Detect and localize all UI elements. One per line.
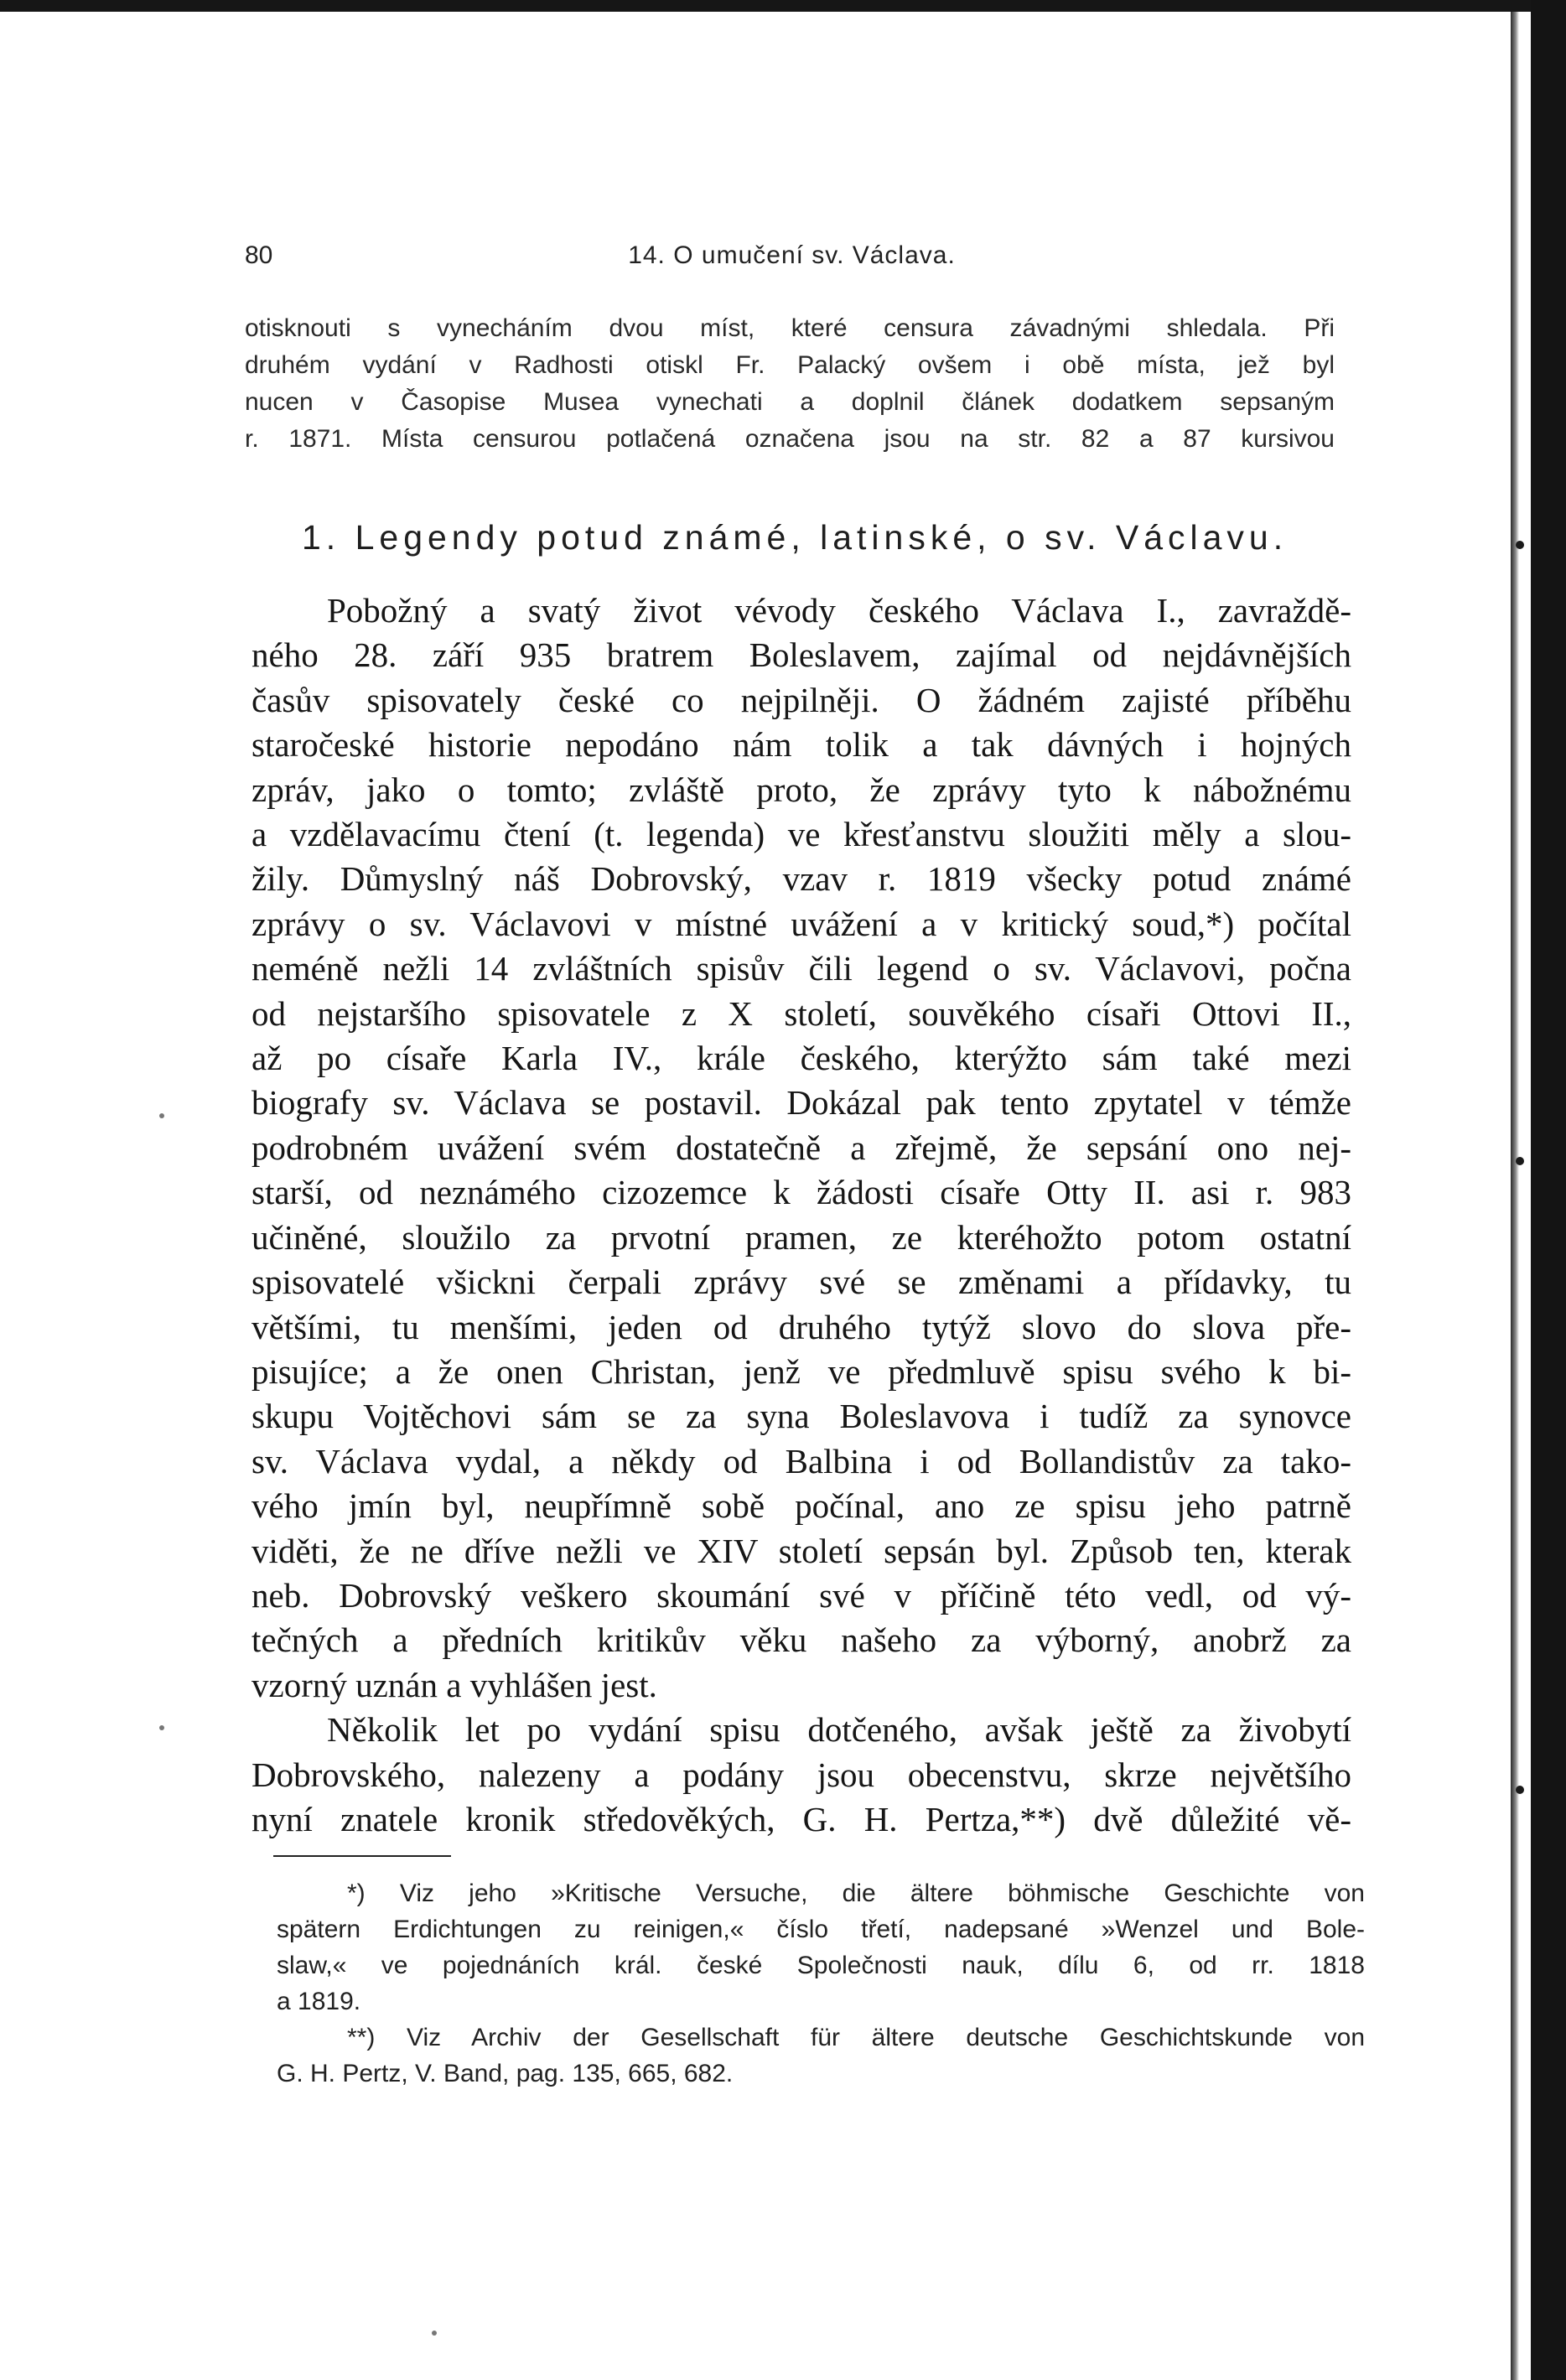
text-line: vého jmín byl, neupřímně sobě počínal, ano ze spisu jeho patrně	[251, 1486, 1351, 1526]
text-line: většími, tu menšími, jeden od druhého tytýž slovo do slova pře-	[251, 1307, 1351, 1346]
footnote-line: slaw,« ve pojednáních král. české Společnosti nauk, dílu 6, od rr. 1818	[277, 1952, 1365, 1979]
footnote-divider	[273, 1855, 451, 1857]
text-line: ného 28. září 935 bratrem Boleslavem, zajímal od nejdávnějších	[251, 635, 1351, 675]
text-line: spisovatelé všickni čerpali zprávy své se změnami a přídavky, tu	[251, 1263, 1351, 1302]
text-line: pisujíce; a že onen Christan, jenž ve předmluvě spisu svého k bi-	[251, 1351, 1351, 1391]
text-line: Dobrovského, nalezeny a podány jsou obecenstvu, skrze největšího	[251, 1755, 1351, 1794]
scan-speck	[159, 1113, 164, 1118]
text-line: zprávy o sv. Václavovi v místné uvážení a v kritický soud,*) počítal	[251, 904, 1351, 943]
text-line: nyní znatele kronik středověkých, G. H. Pertza,**) dvě důležité vě-	[251, 1799, 1351, 1838]
scan-speck	[159, 1725, 164, 1730]
running-header	[245, 241, 1339, 275]
text-line: starší, od neznámého cizozemce k žádosti císaře Otty II. asi r. 983	[251, 1173, 1351, 1212]
footnote-line: *) Viz jeho »Kritische Versuche, die ältere böhmische Geschichte von	[347, 1880, 1365, 1907]
text-line: nucen v Časopise Musea vynechati a doplnil článek dodatkem sepsaným	[245, 388, 1335, 416]
scan-edge-mark	[1516, 1157, 1524, 1165]
section-heading: 1. Legendy potud známé, latinské, o sv. Václavu.	[302, 518, 1289, 557]
text-line: a vzdělavacímu čtení (t. legenda) ve křesťanstvu sloužiti měly a slou-	[251, 815, 1351, 854]
text-line: viděti, že ne dříve nežli ve XIV století sepsán byl. Způsob ten, kterak	[251, 1531, 1351, 1570]
scan-speck	[432, 2331, 437, 2336]
intro-note	[245, 310, 1335, 458]
text-line: otisknouti s vynecháním dvou míst, které censura závadnými shledala. Při	[245, 314, 1335, 342]
text-line: Pobožný a svatý život vévody českého Václava I., zavraždě-	[327, 591, 1351, 630]
chapter-title: 14. O umučení sv. Václava.	[628, 241, 956, 269]
text-line: biografy sv. Václava se postavil. Dokázal pak tento zpytatel v témže	[251, 1083, 1351, 1123]
text-line: od nejstaršího spisovatele z X století, souvěkého císaři Ottovi II.,	[251, 993, 1351, 1033]
text-line: podrobném uvážení svém dostatečně a zřejmě, že sepsání ono nej-	[251, 1128, 1351, 1167]
footnote-line: spätern Erdichtungen zu reinigen,« číslo třetí, nadepsané »Wenzel und Bole-	[277, 1916, 1365, 1943]
text-line: učiněné, sloužilo za prvotní pramen, ze kteréhožto potom ostatní	[251, 1217, 1351, 1257]
text-line: zpráv, jako o tomto; zvláště proto, že zprávy tyto k nábožnému	[251, 770, 1351, 809]
text-line: r. 1871. Místa censurou potlačená označena jsou na str. 82 a 87 kursivou	[245, 425, 1335, 453]
footnotes	[277, 1875, 1365, 2092]
text-line: skupu Vojtěchovi sám se za syna Boleslavova i tudíž za synovce	[251, 1397, 1351, 1436]
footnote-line: G. H. Pertz, V. Band, pag. 135, 665, 682.	[277, 2060, 734, 2087]
text-line: vzorný uznán a vyhlášen jest.	[251, 1665, 657, 1704]
scan-right-edge	[1531, 0, 1566, 2380]
text-line: časův spisovately české co nejpilněji. O žádném zajisté příběhu	[251, 680, 1351, 719]
text-line: žily. Důmyslný náš Dobrovský, vzav r. 1819 všecky potud známé	[251, 859, 1351, 899]
scan-edge-mark	[1516, 1786, 1524, 1794]
scan-right-edge-shadow	[1511, 12, 1519, 2380]
footnote-line: a 1819.	[277, 1988, 361, 2015]
body-text	[251, 589, 1351, 1842]
scan-top-edge	[0, 0, 1566, 12]
text-line: neb. Dobrovský veškero skoumání své v příčině této vedl, od vý-	[251, 1575, 1351, 1615]
text-line: neméně nežli 14 zvláštních spisův čili legend o sv. Václavovi, počna	[251, 949, 1351, 988]
text-line: druhém vydání v Radhosti otiskl Fr. Palacký ovšem i obě místa, jež byl	[245, 351, 1335, 379]
page-number: 80	[245, 241, 273, 269]
text-line: tečných a předních kritikův věku našeho za výborný, anobrž za	[251, 1620, 1351, 1660]
text-line: Několik let po vydání spisu dotčeného, avšak ještě za živobytí	[327, 1710, 1351, 1750]
footnote-line: **) Viz Archiv der Gesellschaft für ältere deutsche Geschichtskunde von	[347, 2024, 1365, 2051]
text-line: sv. Václava vydal, a někdy od Balbina i od Bollandistův za tako-	[251, 1441, 1351, 1480]
text-line: staročeské historie nepodáno nám tolik a tak dávných i hojných	[251, 725, 1351, 765]
scan-edge-mark	[1516, 541, 1524, 549]
text-line: až po císaře Karla IV., krále českého, kterýžto sám také mezi	[251, 1039, 1351, 1078]
